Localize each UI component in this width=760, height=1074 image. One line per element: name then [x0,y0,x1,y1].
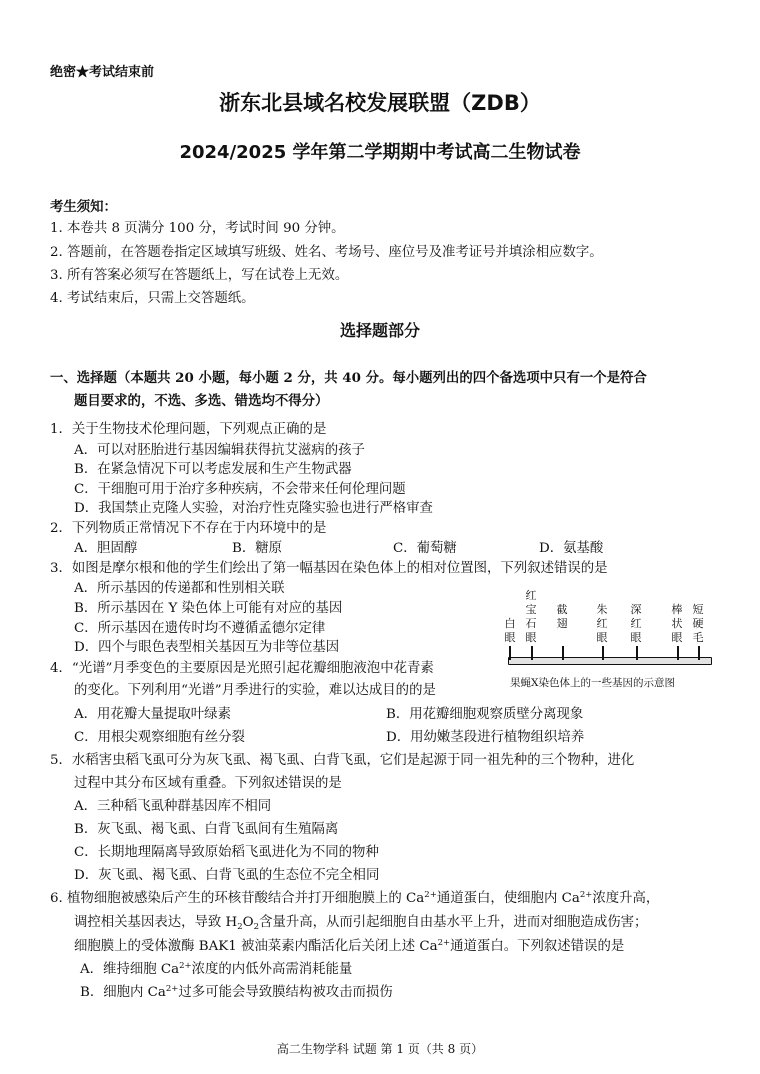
q6-text: 浓度升高， [592,891,660,906]
gene-label: 朱红眼 [596,603,608,644]
superscript: 2+ [579,890,593,900]
superscript: 2+ [179,961,192,971]
notice-item: 1. 本卷共 8 页满分 100 分，考试时间 90 分钟。 [50,221,345,236]
superscript: 2+ [437,938,451,948]
confidential-label: 绝密★考试结束前 [50,65,155,80]
q5-option-b: B．灰飞虱、褐飞虱、白背飞虱间有生殖隔离 [74,822,339,837]
q6-option-a [80,963,352,976]
q5-stem-cont: 过程中其分布区域有重叠。下列叙述错误的是 [74,776,342,791]
notice-item: 4. 考试结束后，只需上交答题纸。 [50,291,255,306]
subscript: 2 [253,922,260,932]
q6-text: 6. 植物细胞被感染后产生的环核苷酸结合并打开细胞膜上的 Ca [50,891,425,906]
gene-locus-tick [562,646,564,660]
q5-option-d: D．灰飞虱、褐飞虱、白背飞虱的生态位不完全相同 [74,868,380,883]
superscript: 2+ [424,890,437,900]
gene-map-figure [500,584,710,688]
q2-option-d: D．氨基酸 [539,541,604,556]
exam-title: 浙东北县域名校发展联盟（ZDB） [219,91,541,115]
q1-option-b: B．在紧急情况下可以考虑发展和生产生物武器 [74,462,352,477]
q3-option-d: D．四个与眼色表型相关基因互为非等位基因 [74,640,340,655]
gene-locus-tick [698,646,700,660]
gene-locus-tick [509,646,511,660]
q5-option-a: A．三种稻飞虱种群基因库不相同 [74,799,272,814]
q6-text: A．维持细胞 Ca [80,962,180,977]
q3-option-b: B．所示基因在 Y 染色体上可能有对应的基因 [74,601,343,616]
q6-stem-line1 [50,892,659,905]
q6-text: 过多可能会导致膜结构被攻击而损伤 [178,985,393,1000]
q2-option-b: B．糖原 [232,541,283,556]
q6-text: O [242,915,254,930]
q6-text: 浓度的内低外高需消耗能量 [191,962,353,977]
q4-option-c: C．用根尖观察细胞有丝分裂 [74,730,245,745]
q6-text: 细胞膜上的受体激酶 BAK1 被油菜素内酯活化后关闭上述 Ca [74,939,438,954]
x-chromosome-bar [508,657,712,665]
q1-option-a: A．可以对胚胎进行基因编辑获得抗艾滋病的孩子 [74,443,365,458]
gene-locus-tick [602,646,604,660]
q6-text: 通道蛋白。下列叙述错误的是 [450,939,625,954]
q4-stem-cont: 的变化。下列利用“光谱”月季进行的实验，难以达成目的的是 [74,683,436,698]
q6-text: 调控相关基因表达，导致 H [74,915,238,930]
gene-label: 深红眼 [630,603,642,644]
q6-option-b [80,986,393,999]
q4-option-a: A．用花瓣大量提取叶绿素 [74,707,231,722]
page-footer: 高二生物学科 试题 第 1 页（共 8 页） [276,1042,484,1056]
part-instructions-cont: 题目要求的，不选、多选、错选均不得分） [74,393,329,409]
part-instructions: 一、选择题（本题共 20 小题，每小题 2 分，共 40 分。每小题列出的四个备选项中只有一个是符合 [50,370,647,386]
gene-label: 红宝石眼 [525,589,537,644]
gene-locus-tick [677,646,679,660]
superscript: 2+ [165,984,179,994]
section-title: 选择题部分 [339,321,420,340]
q5-stem: 5．水稻害虫稻飞虱可分为灰飞虱、褐飞虱、白背飞虱，它们是起源于同一祖先种的三个物种，进化 [50,753,635,768]
q3-option-a: A．所示基因的传递都和性别相关联 [74,581,285,596]
q6-stem-line3 [74,940,624,953]
q3-stem: 3．如图是摩尔根和他的学生们绘出了第一幅基因在染色体上的相对位置图，下列叙述错误的是 [50,561,608,576]
q6-text: 含量升高，从而引起细胞自由基水平上升，进而对细胞造成伤害； [259,915,648,930]
q4-option-b: B．用花瓣细胞观察质壁分离现象 [386,707,584,722]
gene-locus-tick [531,646,533,660]
q6-text: B．细胞内 Ca [80,985,166,1000]
q2-stem: 2．下列物质正常情况下不存在于内环境中的是 [50,521,327,536]
q6-stem-line2 [74,915,648,932]
notice-heading: 考生须知： [50,199,117,215]
q6-text: 通道蛋白，使细胞内 Ca [436,891,580,906]
q4-option-d: D．用幼嫩茎段进行植物组织培养 [386,730,585,745]
q3-option-c: C．所示基因在遗传时均不遵循孟德尔定律 [74,621,326,636]
subscript: 2 [237,922,243,932]
q4-stem: 4．“光谱”月季变色的主要原因是光照引起花瓣细胞液泡中花青素 [50,661,434,676]
gene-label: 棒状眼 [671,603,683,644]
notice-item: 3. 所有答案必须写在答题纸上，写在试卷上无效。 [50,268,349,283]
q5-option-c: C．长期地理隔离导致原始稻飞虱进化为不同的物种 [74,845,379,860]
q2-option-a: A．胆固醇 [74,541,138,556]
q2-option-c: C．葡萄糖 [393,541,457,556]
gene-locus-tick [636,646,638,660]
q1-option-d: D．我国禁止克隆人实验，对治疗性克隆实验也进行严格审查 [74,501,433,516]
exam-subtitle: 2024/2025 学年第二学期期中考试高二生物试卷 [179,142,581,163]
q1-option-c: C．干细胞可用于治疗多种疾病，不会带来任何伦理问题 [74,482,406,497]
gene-label: 截翅 [556,603,568,630]
gene-label: 短硬毛 [692,603,704,644]
q1-stem: 1．关于生物技术伦理问题，下列观点正确的是 [50,422,327,437]
gene-label: 白眼 [504,617,516,644]
notice-item: 2. 答题前，在答题卷指定区域填写班级、姓名、考场号、座位号及准考证号并填涂相应数字。 [50,245,603,260]
figure-caption: 果蝇X染色体上的一些基因的示意图 [510,677,675,689]
